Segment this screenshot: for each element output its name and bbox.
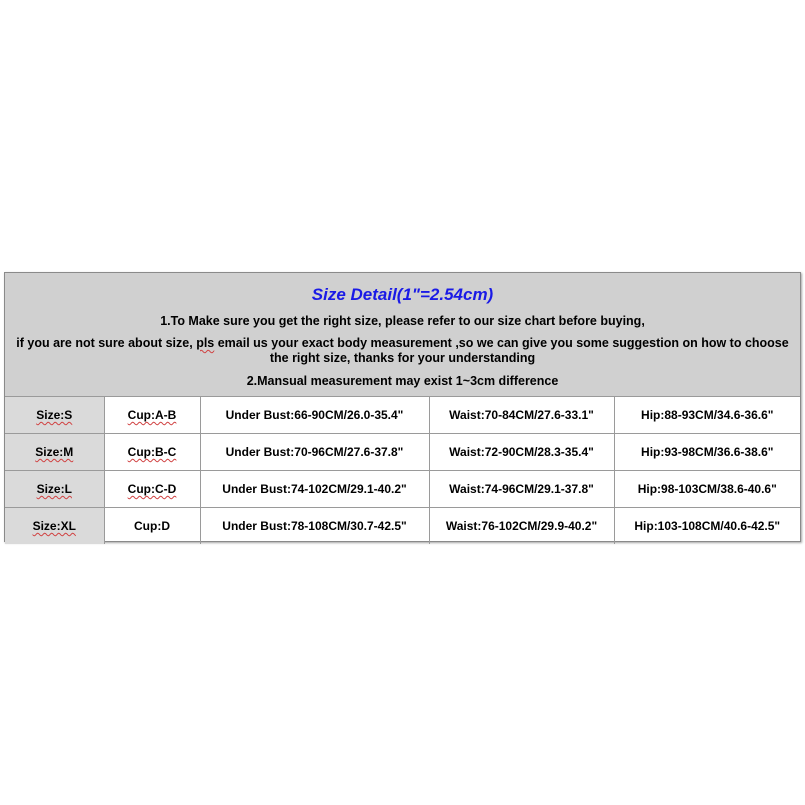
size-cell xyxy=(5,471,104,508)
table-row xyxy=(5,434,800,471)
size-chart-title: Size Detail(1"=2.54cm) xyxy=(311,285,494,304)
instruction-line-2 xyxy=(5,336,800,351)
instruction-line-1: 1.To Make sure you get the right size, please refer to our size chart before buying, xyxy=(160,314,645,328)
size-cell xyxy=(5,434,104,471)
size-cell xyxy=(5,397,104,434)
waist-cell: Waist:74-96CM/29.1-37.8" xyxy=(429,471,614,508)
size-label: Size:S xyxy=(36,408,73,422)
instruction-line-3: the right size, thanks for your understanding xyxy=(269,351,536,365)
size-cell xyxy=(5,508,104,545)
size-table xyxy=(5,397,800,544)
hip-cell: Hip:98-103CM/38.6-40.6" xyxy=(614,471,800,508)
hip-cell: Hip:103-108CM/40.6-42.5" xyxy=(614,508,800,545)
waist-cell: Waist:72-90CM/28.3-35.4" xyxy=(429,434,614,471)
size-label: Size:XL xyxy=(32,519,76,533)
size-label: Size:M xyxy=(35,445,74,459)
waist-cell: Waist:70-84CM/27.6-33.1" xyxy=(429,397,614,434)
instruction-line-4: 2.Mansual measurement may exist 1~3cm difference xyxy=(246,374,559,388)
instruction-line-2-end: email us your exact body measurement ,so we can give you some suggestion on how to choose xyxy=(214,336,789,350)
cup-cell xyxy=(104,471,200,508)
size-chart xyxy=(4,272,801,542)
table-row xyxy=(5,471,800,508)
table-row xyxy=(5,397,800,434)
under-bust-cell: Under Bust:78-108CM/30.7-42.5" xyxy=(200,508,429,545)
waist-cell: Waist:76-102CM/29.9-40.2" xyxy=(429,508,614,545)
hip-cell: Hip:93-98CM/36.6-38.6" xyxy=(614,434,800,471)
under-bust-cell: Under Bust:70-96CM/27.6-37.8" xyxy=(200,434,429,471)
cup-cell xyxy=(104,434,200,471)
under-bust-cell: Under Bust:74-102CM/29.1-40.2" xyxy=(200,471,429,508)
table-row xyxy=(5,508,800,545)
under-bust-cell: Under Bust:66-90CM/26.0-35.4" xyxy=(200,397,429,434)
hip-cell: Hip:88-93CM/34.6-36.6" xyxy=(614,397,800,434)
cup-label: Cup:D xyxy=(134,519,170,533)
cup-cell xyxy=(104,508,200,545)
cup-cell xyxy=(104,397,200,434)
instruction-line-2-start: if you are not sure about size, xyxy=(16,336,197,350)
cup-label: Cup:B-C xyxy=(127,445,177,459)
size-label: Size:L xyxy=(36,482,72,496)
size-chart-header xyxy=(5,273,800,397)
cup-label: Cup:A-B xyxy=(127,408,177,422)
pls-word: pls xyxy=(196,336,215,350)
cup-label: Cup:C-D xyxy=(127,482,177,496)
